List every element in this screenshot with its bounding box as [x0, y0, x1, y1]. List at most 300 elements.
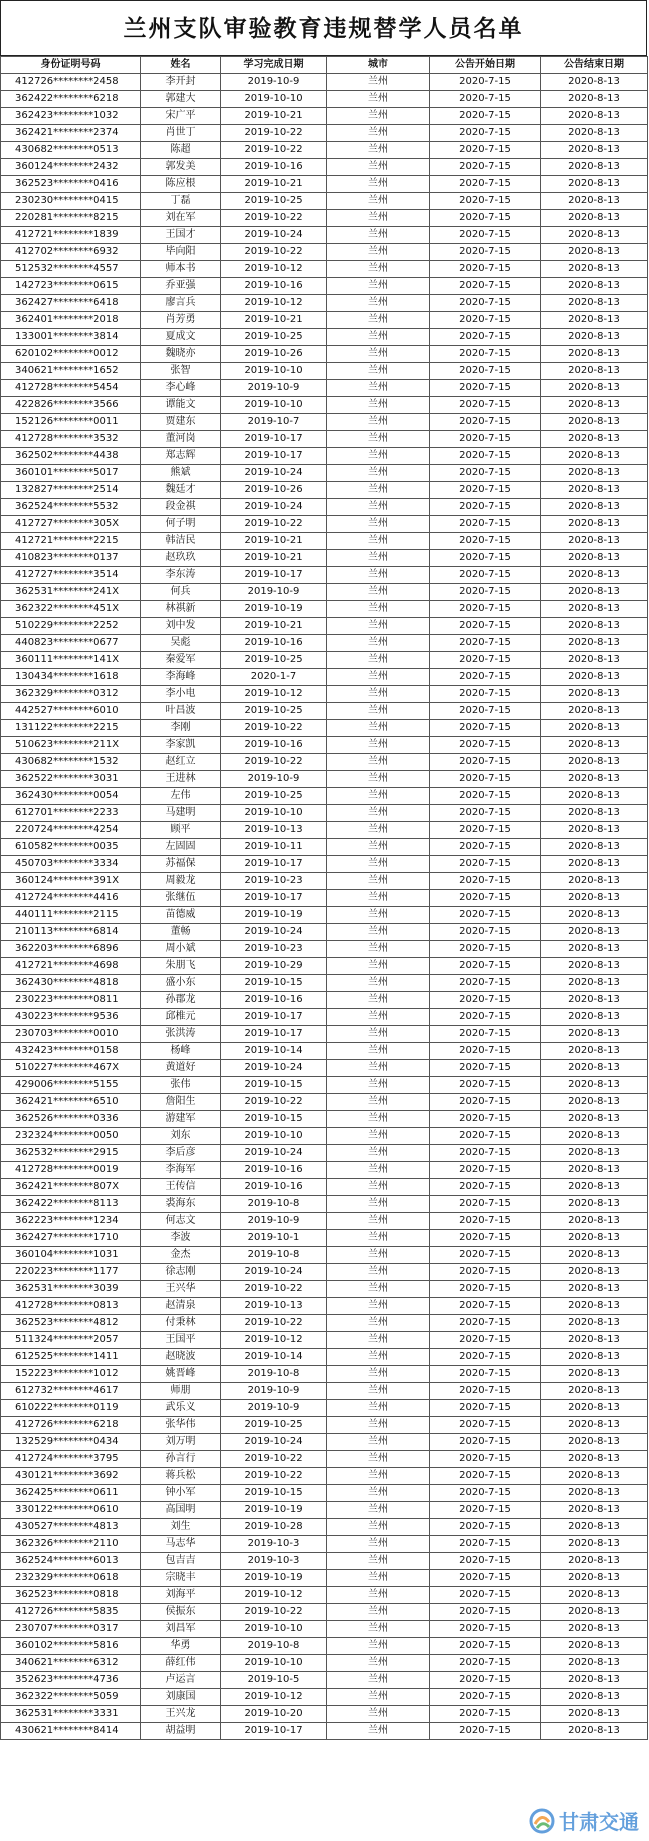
- id-cell: 442527********6010: [1, 703, 141, 720]
- notice-end-cell: 2020-8-13: [541, 1519, 648, 1536]
- table-row: [1, 635, 648, 652]
- notice-start-cell: 2020-7-15: [430, 1196, 541, 1213]
- notice-start-cell: 2020-7-15: [430, 992, 541, 1009]
- id-cell: 232329********0618: [1, 1570, 141, 1587]
- id-cell: 362502********4438: [1, 448, 141, 465]
- table-row: [1, 1502, 648, 1519]
- notice-start-cell: 2020-7-15: [430, 1315, 541, 1332]
- notice-end-cell: 2020-8-13: [541, 1706, 648, 1723]
- notice-start-cell: 2020-7-15: [430, 142, 541, 159]
- table-row: [1, 1655, 648, 1672]
- notice-start-cell: 2020-7-15: [430, 1230, 541, 1247]
- notice-start-cell: 2020-7-15: [430, 1179, 541, 1196]
- notice-start-cell: 2020-7-15: [430, 686, 541, 703]
- notice-start-cell: 2020-7-15: [430, 1638, 541, 1655]
- table-row: [1, 873, 648, 890]
- name-cell: 马建明: [141, 805, 221, 822]
- city-cell: 兰州: [327, 261, 430, 278]
- table-row: [1, 1570, 648, 1587]
- name-cell: 张洪涛: [141, 1026, 221, 1043]
- study-date-cell: 2019-10-24: [221, 1145, 327, 1162]
- notice-start-cell: 2020-7-15: [430, 1281, 541, 1298]
- notice-end-cell: 2020-8-13: [541, 159, 648, 176]
- table-row: [1, 159, 648, 176]
- notice-start-cell: 2020-7-15: [430, 601, 541, 618]
- city-cell: 兰州: [327, 482, 430, 499]
- notice-end-cell: 2020-8-13: [541, 1417, 648, 1434]
- notice-start-cell: 2020-7-15: [430, 839, 541, 856]
- notice-start-cell: 2020-7-15: [430, 1213, 541, 1230]
- notice-end-cell: 2020-8-13: [541, 1553, 648, 1570]
- notice-end-cell: 2020-8-13: [541, 1060, 648, 1077]
- notice-start-cell: 2020-7-15: [430, 125, 541, 142]
- notice-start-cell: 2020-7-15: [430, 533, 541, 550]
- notice-start-cell: 2020-7-15: [430, 737, 541, 754]
- table-row: [1, 1213, 648, 1230]
- study-date-cell: 2019-10-9: [221, 1383, 327, 1400]
- notice-start-cell: 2020-7-15: [430, 584, 541, 601]
- study-date-cell: 2019-10-26: [221, 482, 327, 499]
- study-date-cell: 2019-10-25: [221, 703, 327, 720]
- study-date-cell: 2019-10-22: [221, 1315, 327, 1332]
- table-row: [1, 1230, 648, 1247]
- notice-start-cell: 2020-7-15: [430, 380, 541, 397]
- id-cell: 432423********0158: [1, 1043, 141, 1060]
- study-date-cell: 2019-10-25: [221, 193, 327, 210]
- city-cell: 兰州: [327, 516, 430, 533]
- city-cell: 兰州: [327, 499, 430, 516]
- id-cell: 440823********0677: [1, 635, 141, 652]
- notice-end-cell: 2020-8-13: [541, 1570, 648, 1587]
- table-row: [1, 1281, 648, 1298]
- table-row: [1, 771, 648, 788]
- notice-start-cell: 2020-7-15: [430, 108, 541, 125]
- table-row: [1, 652, 648, 669]
- notice-start-cell: 2020-7-15: [430, 363, 541, 380]
- table-row: [1, 431, 648, 448]
- id-cell: 430621********8414: [1, 1723, 141, 1740]
- column-header-id: 身份证明号码: [1, 57, 141, 74]
- id-cell: 362421********807X: [1, 1179, 141, 1196]
- name-cell: 王国平: [141, 1332, 221, 1349]
- notice-start-cell: 2020-7-15: [430, 1502, 541, 1519]
- name-cell: 丁磊: [141, 193, 221, 210]
- notice-start-cell: 2020-7-15: [430, 193, 541, 210]
- notice-end-cell: 2020-8-13: [541, 346, 648, 363]
- study-date-cell: 2019-10-12: [221, 1332, 327, 1349]
- notice-end-cell: 2020-8-13: [541, 601, 648, 618]
- table-row: [1, 210, 648, 227]
- table-row: [1, 261, 648, 278]
- name-cell: 马志华: [141, 1536, 221, 1553]
- notice-end-cell: 2020-8-13: [541, 295, 648, 312]
- city-cell: 兰州: [327, 1281, 430, 1298]
- notice-start-cell: 2020-7-15: [430, 465, 541, 482]
- notice-start-cell: 2020-7-15: [430, 907, 541, 924]
- name-cell: 侯振东: [141, 1604, 221, 1621]
- name-cell: 刘东: [141, 1128, 221, 1145]
- table-row: [1, 1706, 648, 1723]
- city-cell: 兰州: [327, 465, 430, 482]
- name-cell: 秦爱军: [141, 652, 221, 669]
- roster-body: [1, 74, 648, 1740]
- city-cell: 兰州: [327, 584, 430, 601]
- notice-start-cell: 2020-7-15: [430, 261, 541, 278]
- name-cell: 邱椎元: [141, 1009, 221, 1026]
- notice-start-cell: 2020-7-15: [430, 312, 541, 329]
- city-cell: 兰州: [327, 1706, 430, 1723]
- watermark-logo-icon: [529, 1808, 555, 1834]
- study-date-cell: 2019-10-16: [221, 992, 327, 1009]
- city-cell: 兰州: [327, 1621, 430, 1638]
- id-cell: 362427********1710: [1, 1230, 141, 1247]
- study-date-cell: 2019-10-10: [221, 805, 327, 822]
- table-row: [1, 142, 648, 159]
- study-date-cell: 2019-10-22: [221, 720, 327, 737]
- name-cell: 郭建大: [141, 91, 221, 108]
- table-row: [1, 1077, 648, 1094]
- study-date-cell: 2019-10-11: [221, 839, 327, 856]
- table-row: [1, 1162, 648, 1179]
- study-date-cell: 2019-10-17: [221, 567, 327, 584]
- table-row: [1, 1043, 648, 1060]
- table-row: [1, 1111, 648, 1128]
- notice-end-cell: 2020-8-13: [541, 737, 648, 754]
- study-date-cell: 2019-10-16: [221, 737, 327, 754]
- city-cell: 兰州: [327, 567, 430, 584]
- city-cell: 兰州: [327, 1502, 430, 1519]
- notice-end-cell: 2020-8-13: [541, 584, 648, 601]
- notice-start-cell: 2020-7-15: [430, 669, 541, 686]
- study-date-cell: 2019-10-19: [221, 907, 327, 924]
- city-cell: 兰州: [327, 193, 430, 210]
- city-cell: 兰州: [327, 1094, 430, 1111]
- city-cell: 兰州: [327, 1077, 430, 1094]
- city-cell: 兰州: [327, 210, 430, 227]
- city-cell: 兰州: [327, 771, 430, 788]
- study-date-cell: 2019-10-12: [221, 686, 327, 703]
- table-row: [1, 703, 648, 720]
- table-row: [1, 1434, 648, 1451]
- notice-end-cell: 2020-8-13: [541, 499, 648, 516]
- table-row: [1, 1179, 648, 1196]
- study-date-cell: 2019-10-25: [221, 329, 327, 346]
- notice-start-cell: 2020-7-15: [430, 805, 541, 822]
- city-cell: 兰州: [327, 1587, 430, 1604]
- study-date-cell: 2019-10-7: [221, 414, 327, 431]
- city-cell: 兰州: [327, 125, 430, 142]
- id-cell: 510227********467X: [1, 1060, 141, 1077]
- name-cell: 师朋: [141, 1383, 221, 1400]
- table-row: [1, 91, 648, 108]
- notice-end-cell: 2020-8-13: [541, 1213, 648, 1230]
- study-date-cell: 2019-10-21: [221, 312, 327, 329]
- table-row: [1, 1519, 648, 1536]
- city-cell: 兰州: [327, 924, 430, 941]
- notice-end-cell: 2020-8-13: [541, 448, 648, 465]
- table-row: [1, 1298, 648, 1315]
- name-cell: 毕向阳: [141, 244, 221, 261]
- table-row: [1, 125, 648, 142]
- study-date-cell: 2019-10-24: [221, 1060, 327, 1077]
- id-cell: 130434********1618: [1, 669, 141, 686]
- city-cell: 兰州: [327, 1332, 430, 1349]
- id-cell: 152223********1012: [1, 1366, 141, 1383]
- notice-end-cell: 2020-8-13: [541, 1689, 648, 1706]
- study-date-cell: 2019-10-12: [221, 1689, 327, 1706]
- notice-start-cell: 2020-7-15: [430, 941, 541, 958]
- name-cell: 孙言行: [141, 1451, 221, 1468]
- notice-end-cell: 2020-8-13: [541, 873, 648, 890]
- id-cell: 360124********2432: [1, 159, 141, 176]
- city-cell: 兰州: [327, 414, 430, 431]
- name-cell: 薛红伟: [141, 1655, 221, 1672]
- city-cell: 兰州: [327, 278, 430, 295]
- study-date-cell: 2019-10-5: [221, 1672, 327, 1689]
- notice-end-cell: 2020-8-13: [541, 1587, 648, 1604]
- notice-end-cell: 2020-8-13: [541, 788, 648, 805]
- notice-start-cell: 2020-7-15: [430, 227, 541, 244]
- study-date-cell: 2019-10-12: [221, 261, 327, 278]
- notice-start-cell: 2020-7-15: [430, 1026, 541, 1043]
- city-cell: 兰州: [327, 856, 430, 873]
- table-row: [1, 533, 648, 550]
- study-date-cell: 2019-10-13: [221, 822, 327, 839]
- name-cell: 魏廷才: [141, 482, 221, 499]
- name-cell: 赵玖玖: [141, 550, 221, 567]
- city-cell: 兰州: [327, 873, 430, 890]
- study-date-cell: 2020-1-7: [221, 669, 327, 686]
- id-cell: 360102********5816: [1, 1638, 141, 1655]
- study-date-cell: 2019-10-21: [221, 108, 327, 125]
- column-header-notice-start: 公告开始日期: [430, 57, 541, 74]
- notice-start-cell: 2020-7-15: [430, 1536, 541, 1553]
- notice-end-cell: 2020-8-13: [541, 1485, 648, 1502]
- table-row: [1, 856, 648, 873]
- id-cell: 610582********0035: [1, 839, 141, 856]
- id-cell: 210113********6814: [1, 924, 141, 941]
- notice-end-cell: 2020-8-13: [541, 1366, 648, 1383]
- notice-end-cell: 2020-8-13: [541, 329, 648, 346]
- name-cell: 李心峰: [141, 380, 221, 397]
- study-date-cell: 2019-10-10: [221, 1621, 327, 1638]
- city-cell: 兰州: [327, 941, 430, 958]
- study-date-cell: 2019-10-9: [221, 1213, 327, 1230]
- notice-start-cell: 2020-7-15: [430, 346, 541, 363]
- study-date-cell: 2019-10-10: [221, 397, 327, 414]
- notice-start-cell: 2020-7-15: [430, 159, 541, 176]
- name-cell: 李刚: [141, 720, 221, 737]
- table-row: [1, 1094, 648, 1111]
- study-date-cell: 2019-10-10: [221, 91, 327, 108]
- name-cell: 李东涛: [141, 567, 221, 584]
- name-cell: 王兴华: [141, 1281, 221, 1298]
- id-cell: 220281********8215: [1, 210, 141, 227]
- id-cell: 412721********4698: [1, 958, 141, 975]
- watermark: [529, 1806, 639, 1835]
- notice-end-cell: 2020-8-13: [541, 1315, 648, 1332]
- watermark-text: 甘肃交通: [559, 1810, 639, 1834]
- table-row: [1, 1604, 648, 1621]
- notice-start-cell: 2020-7-15: [430, 482, 541, 499]
- notice-end-cell: 2020-8-13: [541, 142, 648, 159]
- study-date-cell: 2019-10-29: [221, 958, 327, 975]
- study-date-cell: 2019-10-8: [221, 1366, 327, 1383]
- name-cell: 刘康国: [141, 1689, 221, 1706]
- name-cell: 王国才: [141, 227, 221, 244]
- notice-start-cell: 2020-7-15: [430, 1519, 541, 1536]
- city-cell: 兰州: [327, 1655, 430, 1672]
- table-row: [1, 397, 648, 414]
- city-cell: 兰州: [327, 1298, 430, 1315]
- notice-start-cell: 2020-7-15: [430, 295, 541, 312]
- id-cell: 412726********2458: [1, 74, 141, 91]
- table-header-row: [1, 57, 648, 74]
- table-row: [1, 312, 648, 329]
- name-cell: 孙郡龙: [141, 992, 221, 1009]
- notice-end-cell: 2020-8-13: [541, 924, 648, 941]
- name-cell: 何志文: [141, 1213, 221, 1230]
- notice-end-cell: 2020-8-13: [541, 1400, 648, 1417]
- name-cell: 王传信: [141, 1179, 221, 1196]
- study-date-cell: 2019-10-23: [221, 873, 327, 890]
- notice-start-cell: 2020-7-15: [430, 278, 541, 295]
- notice-end-cell: 2020-8-13: [541, 1026, 648, 1043]
- name-cell: 周毅龙: [141, 873, 221, 890]
- notice-start-cell: 2020-7-15: [430, 754, 541, 771]
- notice-start-cell: 2020-7-15: [430, 414, 541, 431]
- city-cell: 兰州: [327, 1689, 430, 1706]
- notice-end-cell: 2020-8-13: [541, 533, 648, 550]
- notice-start-cell: 2020-7-15: [430, 652, 541, 669]
- city-cell: 兰州: [327, 550, 430, 567]
- notice-end-cell: 2020-8-13: [541, 669, 648, 686]
- notice-end-cell: 2020-8-13: [541, 1434, 648, 1451]
- name-cell: 游建军: [141, 1111, 221, 1128]
- table-row: [1, 193, 648, 210]
- name-cell: 刘生: [141, 1519, 221, 1536]
- notice-start-cell: 2020-7-15: [430, 1587, 541, 1604]
- id-cell: 330122********0610: [1, 1502, 141, 1519]
- notice-start-cell: 2020-7-15: [430, 1553, 541, 1570]
- notice-end-cell: 2020-8-13: [541, 941, 648, 958]
- document-title: 兰州支队审验教育违规替学人员名单: [0, 0, 647, 56]
- study-date-cell: 2019-10-15: [221, 975, 327, 992]
- id-cell: 412728********5454: [1, 380, 141, 397]
- id-cell: 620102********0012: [1, 346, 141, 363]
- name-cell: 王进林: [141, 771, 221, 788]
- city-cell: 兰州: [327, 108, 430, 125]
- table-row: [1, 975, 648, 992]
- id-cell: 362322********451X: [1, 601, 141, 618]
- city-cell: 兰州: [327, 1366, 430, 1383]
- name-cell: 左固固: [141, 839, 221, 856]
- study-date-cell: 2019-10-24: [221, 227, 327, 244]
- study-date-cell: 2019-10-22: [221, 754, 327, 771]
- name-cell: 廖言兵: [141, 295, 221, 312]
- notice-start-cell: 2020-7-15: [430, 1570, 541, 1587]
- table-row: [1, 1349, 648, 1366]
- study-date-cell: 2019-10-13: [221, 1298, 327, 1315]
- name-cell: 苗德威: [141, 907, 221, 924]
- name-cell: 李小电: [141, 686, 221, 703]
- study-date-cell: 2019-10-3: [221, 1536, 327, 1553]
- notice-end-cell: 2020-8-13: [541, 686, 648, 703]
- notice-start-cell: 2020-7-15: [430, 1417, 541, 1434]
- notice-start-cell: 2020-7-15: [430, 397, 541, 414]
- table-row: [1, 1587, 648, 1604]
- city-cell: 兰州: [327, 1009, 430, 1026]
- study-date-cell: 2019-10-10: [221, 1128, 327, 1145]
- notice-end-cell: 2020-8-13: [541, 1043, 648, 1060]
- id-cell: 430682********0513: [1, 142, 141, 159]
- table-row: [1, 550, 648, 567]
- name-cell: 师本书: [141, 261, 221, 278]
- name-cell: 李开封: [141, 74, 221, 91]
- notice-start-cell: 2020-7-15: [430, 958, 541, 975]
- table-row: [1, 1451, 648, 1468]
- study-date-cell: 2019-10-17: [221, 1723, 327, 1740]
- notice-start-cell: 2020-7-15: [430, 244, 541, 261]
- notice-end-cell: 2020-8-13: [541, 482, 648, 499]
- id-cell: 362401********2018: [1, 312, 141, 329]
- name-cell: 刘万明: [141, 1434, 221, 1451]
- name-cell: 李海军: [141, 1162, 221, 1179]
- notice-start-cell: 2020-7-15: [430, 1672, 541, 1689]
- study-date-cell: 2019-10-22: [221, 1281, 327, 1298]
- id-cell: 412728********0019: [1, 1162, 141, 1179]
- id-cell: 362531********3039: [1, 1281, 141, 1298]
- city-cell: 兰州: [327, 1553, 430, 1570]
- city-cell: 兰州: [327, 1315, 430, 1332]
- id-cell: 511324********2057: [1, 1332, 141, 1349]
- city-cell: 兰州: [327, 1026, 430, 1043]
- name-cell: 段金祺: [141, 499, 221, 516]
- notice-end-cell: 2020-8-13: [541, 907, 648, 924]
- id-cell: 362524********5532: [1, 499, 141, 516]
- notice-end-cell: 2020-8-13: [541, 210, 648, 227]
- city-cell: 兰州: [327, 669, 430, 686]
- notice-start-cell: 2020-7-15: [430, 635, 541, 652]
- table-row: [1, 74, 648, 91]
- name-cell: 李后彦: [141, 1145, 221, 1162]
- id-cell: 362421********6510: [1, 1094, 141, 1111]
- study-date-cell: 2019-10-8: [221, 1638, 327, 1655]
- id-cell: 422826********3566: [1, 397, 141, 414]
- study-date-cell: 2019-10-14: [221, 1349, 327, 1366]
- notice-end-cell: 2020-8-13: [541, 1111, 648, 1128]
- name-cell: 韩洁民: [141, 533, 221, 550]
- name-cell: 刘中发: [141, 618, 221, 635]
- notice-end-cell: 2020-8-13: [541, 227, 648, 244]
- id-cell: 230230********0415: [1, 193, 141, 210]
- notice-end-cell: 2020-8-13: [541, 618, 648, 635]
- id-cell: 232324********0050: [1, 1128, 141, 1145]
- notice-end-cell: 2020-8-13: [541, 890, 648, 907]
- id-cell: 360111********141X: [1, 652, 141, 669]
- name-cell: 徐志刚: [141, 1264, 221, 1281]
- id-cell: 362322********5059: [1, 1689, 141, 1706]
- notice-start-cell: 2020-7-15: [430, 1094, 541, 1111]
- name-cell: 肖世丁: [141, 125, 221, 142]
- table-row: [1, 1485, 648, 1502]
- notice-start-cell: 2020-7-15: [430, 1077, 541, 1094]
- name-cell: 林祺新: [141, 601, 221, 618]
- city-cell: 兰州: [327, 1213, 430, 1230]
- id-cell: 412727********3514: [1, 567, 141, 584]
- study-date-cell: 2019-10-9: [221, 584, 327, 601]
- study-date-cell: 2019-10-17: [221, 431, 327, 448]
